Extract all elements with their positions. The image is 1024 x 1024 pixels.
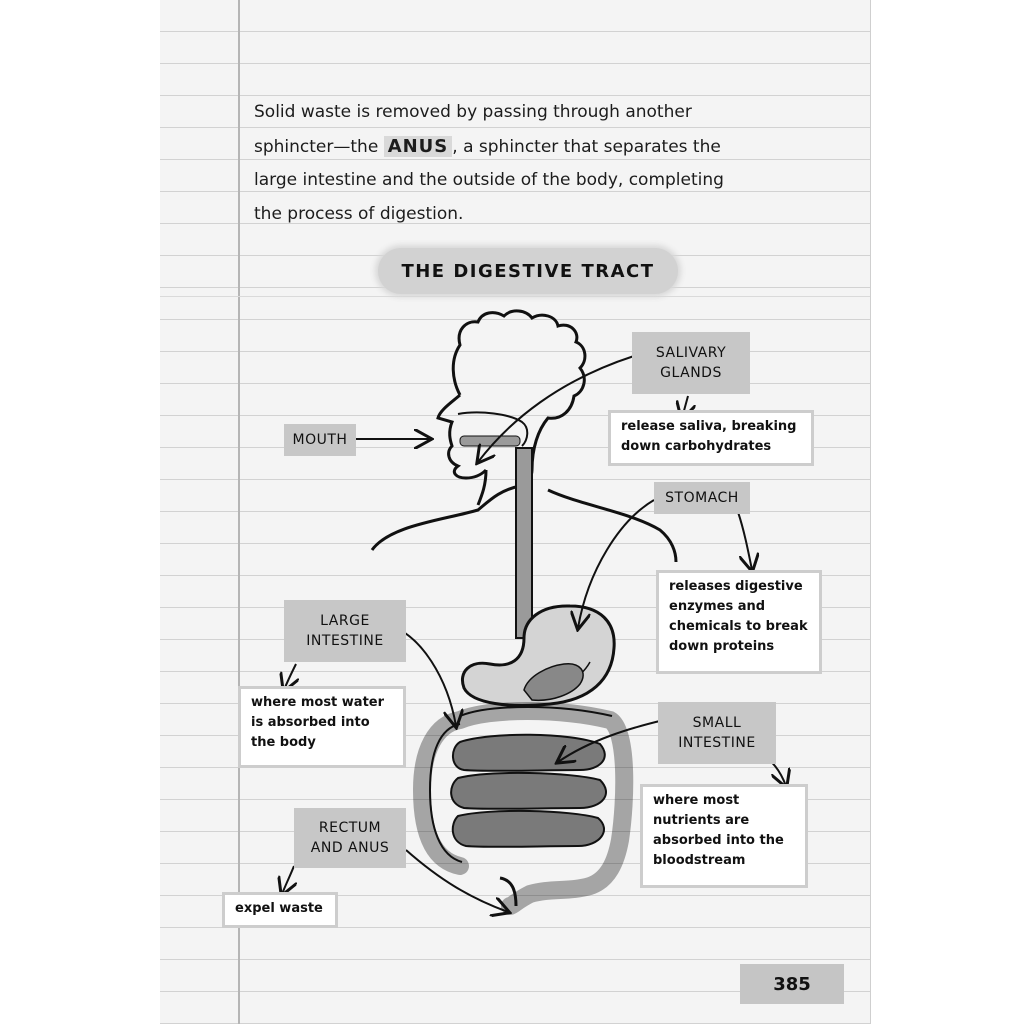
intro-line-1: Solid waste is removed by passing through another — [254, 102, 692, 122]
label-stomach: STOMACH — [654, 482, 750, 514]
desc-small-intestine: where most nutrients are absorbed into the bloodstream — [640, 784, 808, 888]
tongue — [460, 436, 520, 446]
arrow-rectum-desc — [282, 866, 294, 894]
label-mouth: MOUTH — [284, 424, 356, 456]
arrow-stomach-desc — [738, 512, 752, 570]
label-rectum-anus: RECTUM AND ANUS — [294, 808, 406, 868]
small-intestine-coils — [451, 735, 606, 847]
page-number: 385 — [740, 964, 844, 1004]
desc-rectum-anus: expel waste — [222, 892, 338, 928]
anus-term: ANUS — [384, 136, 453, 157]
intro-line-4: the process of digestion. — [254, 203, 464, 224]
label-small-intestine: SMALL INTESTINE — [658, 702, 776, 764]
diagram-title: THE DIGESTIVE TRACT — [401, 260, 655, 282]
desc-salivary-glands: release saliva, breaking down carbohydrates — [608, 410, 814, 466]
desc-stomach: releases digestive enzymes and chemicals to break down proteins — [656, 570, 822, 674]
head-outline — [372, 311, 585, 550]
esophagus — [516, 448, 532, 638]
desc-large-intestine: where most water is absorbed into the body — [238, 686, 406, 768]
notebook-page — [160, 0, 871, 1024]
intro-line-3: large intestine and the outside of the body, completing — [254, 170, 724, 190]
intro-line-2-after: , a sphincter that separates the — [452, 136, 721, 157]
label-large-intestine: LARGE INTESTINE — [284, 600, 406, 662]
intro-line-2-before: sphincter—the — [254, 136, 379, 157]
label-salivary-glands: SALIVARY GLANDS — [632, 332, 750, 394]
